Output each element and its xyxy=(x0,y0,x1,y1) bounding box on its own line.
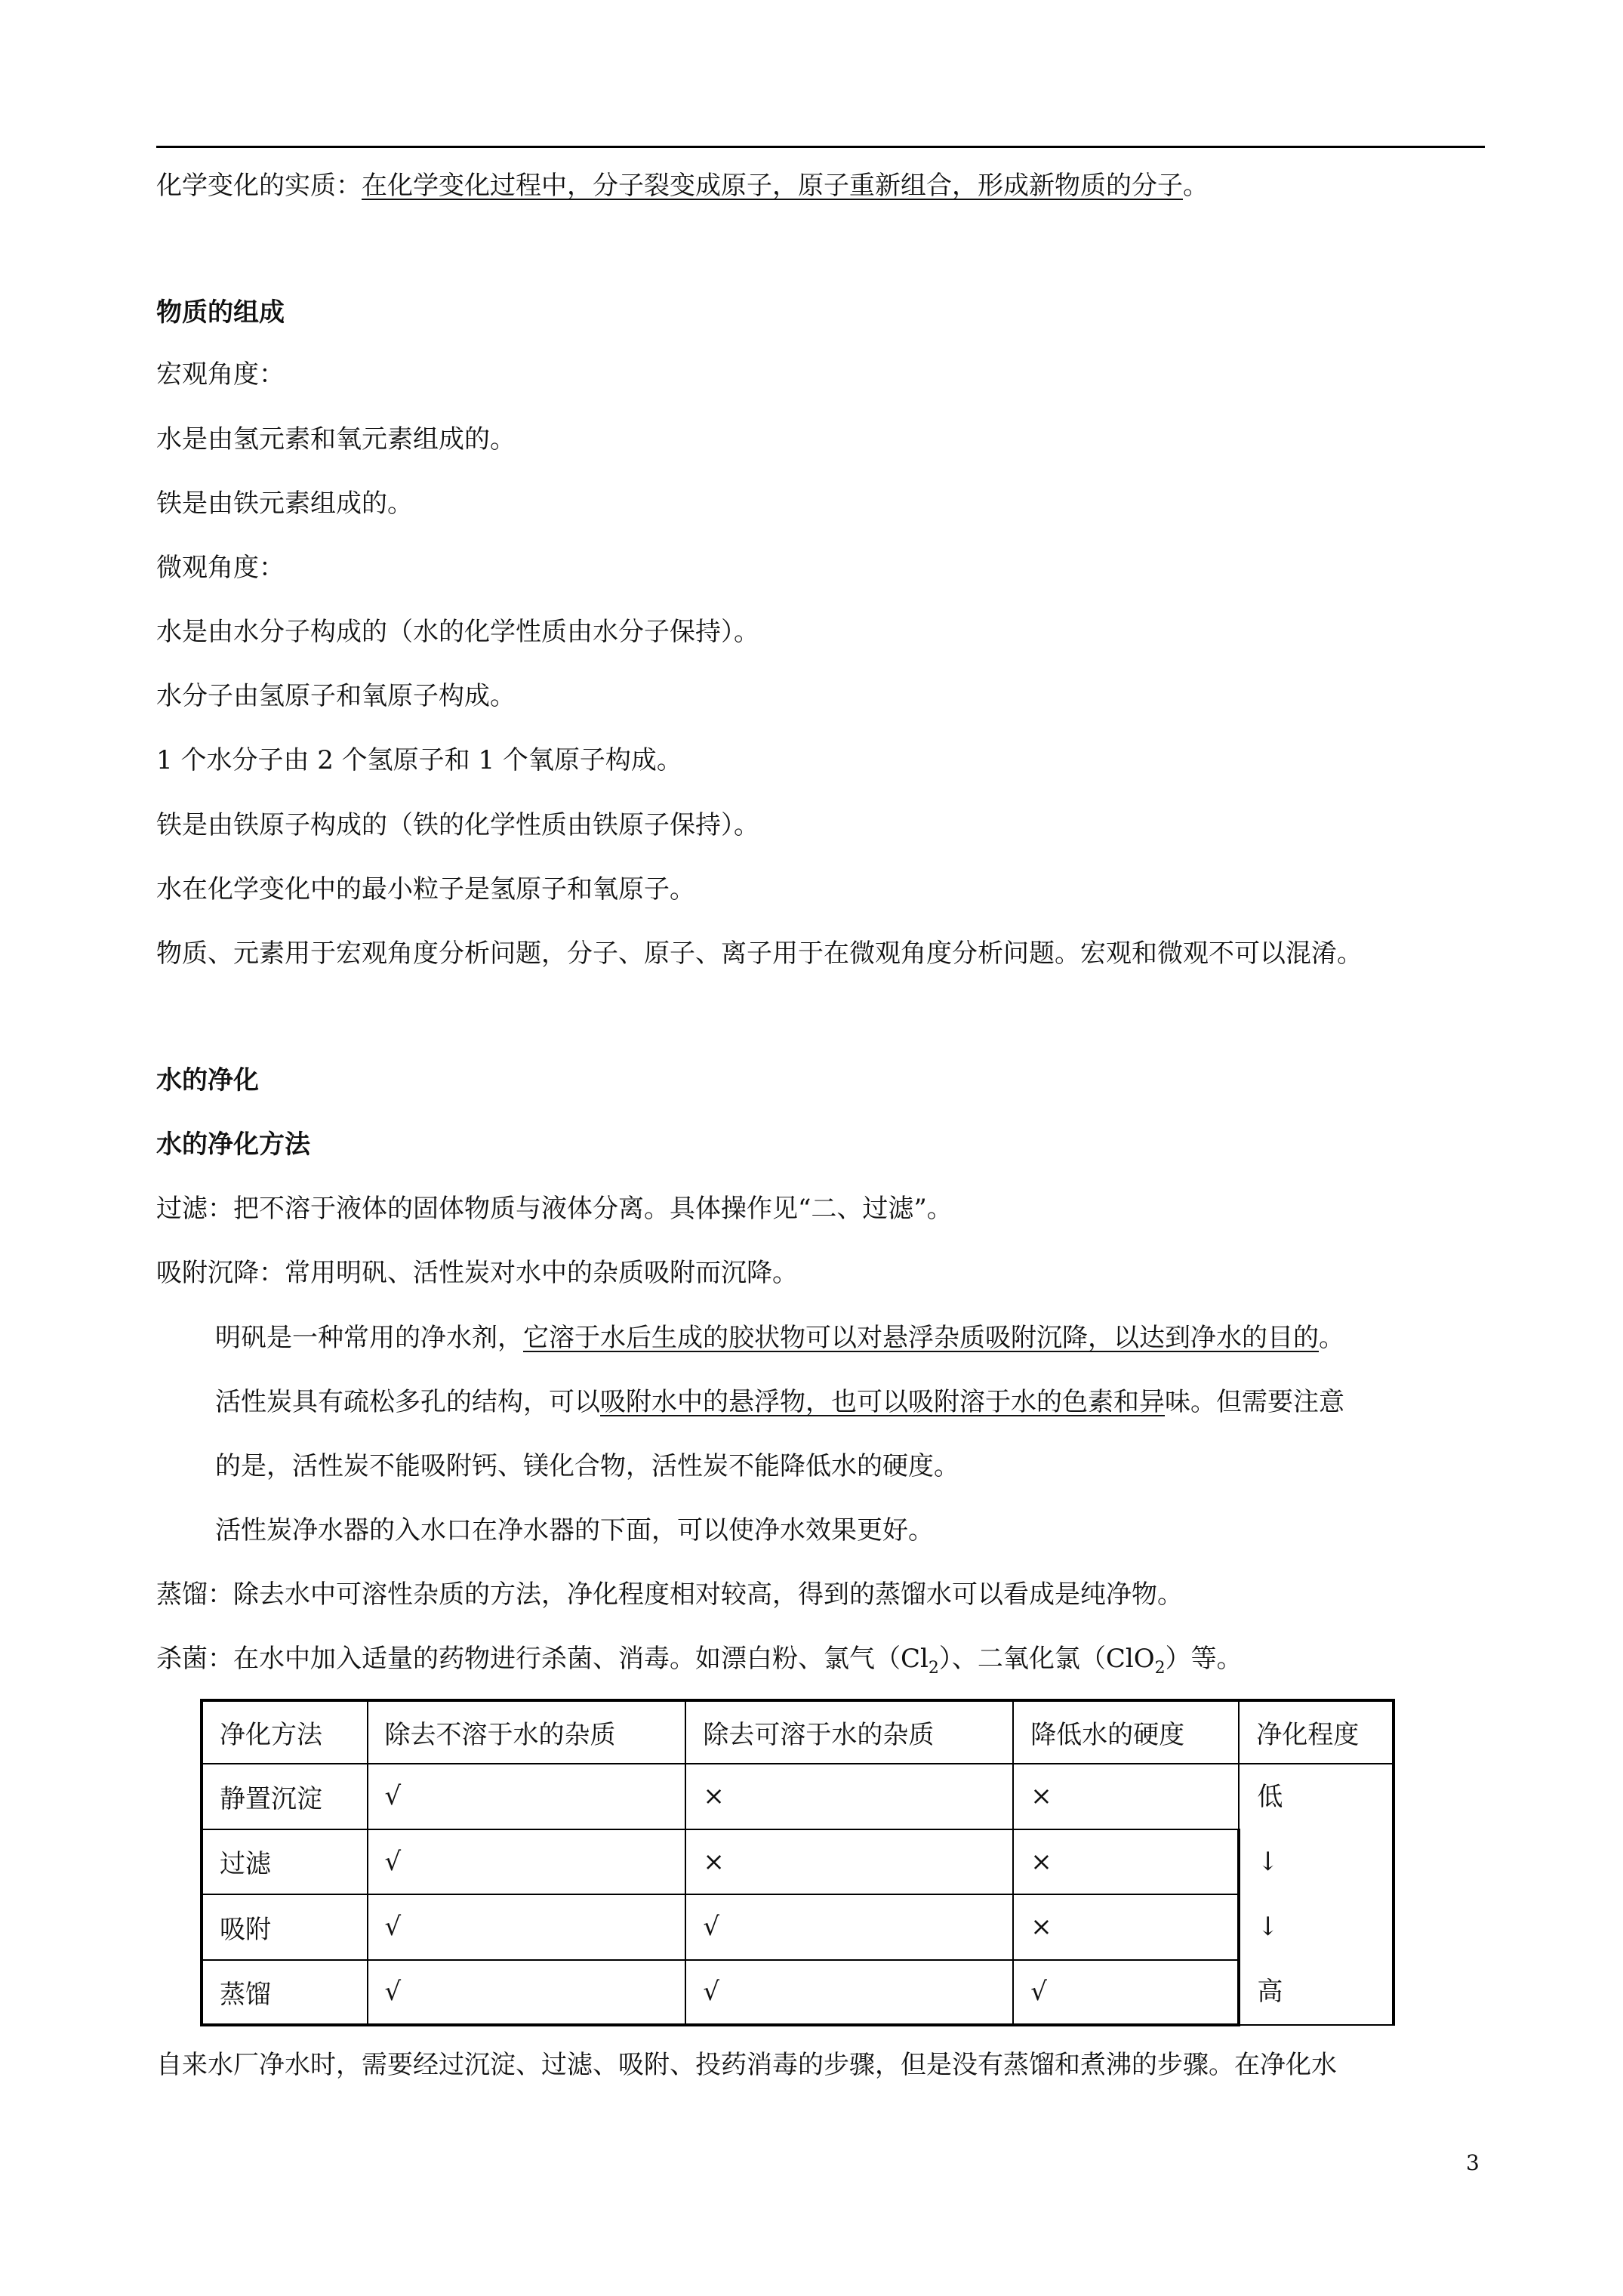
alum-prefix: 明矾是一种常用的净水剂， xyxy=(215,1323,523,1353)
table-header: 除去不溶于水的杂质 xyxy=(368,1700,686,1764)
chem-change-suffix: 。 xyxy=(1183,171,1209,201)
heading-purification-methods: 水的净化方法 xyxy=(156,1130,310,1160)
sterilize-mid: ）、二氧化氯（ClO xyxy=(938,1644,1155,1674)
water-molecules: 水是由水分子构成的（水的化学性质由水分子保持）。 xyxy=(156,617,759,647)
alum-suffix: 。 xyxy=(1319,1323,1344,1353)
heading-composition: 物质的组成 xyxy=(156,297,285,328)
water-elements: 水是由氢元素和氧元素组成的。 xyxy=(156,424,516,455)
header-rule xyxy=(156,146,1485,148)
soluble-cell: √ xyxy=(685,1960,1013,2026)
alum-underlined: 它溶于水后生成的胶状物可以对悬浮杂质吸附沉降，以达到净水的目的 xyxy=(523,1323,1319,1353)
sterilize-sub2: 2 xyxy=(1154,1659,1166,1678)
distillation-text: 蒸馏：除去水中可溶性杂质的方法，净化程度相对较高，得到的蒸馏水可以看成是纯净物。 xyxy=(156,1579,1183,1610)
table-header: 除去可溶于水的杂质 xyxy=(685,1700,1013,1764)
carbon-underlined: 吸附水中的悬浮物，也可以吸附溶于水的色素和异 xyxy=(600,1387,1165,1417)
molecule-atoms: 水分子由氢原子和氧原子构成。 xyxy=(156,681,516,711)
macro-view-label: 宏观角度： xyxy=(156,359,285,390)
carbon-suffix: 味。但需要注意 xyxy=(1165,1387,1344,1417)
insoluble-cell: √ xyxy=(368,1764,686,1829)
insoluble-cell: √ xyxy=(368,1894,686,1960)
adsorption-text: 吸附沉降：常用明矾、活性炭对水中的杂质吸附而沉降。 xyxy=(156,1258,798,1288)
degree-arrow-icon: ↓ xyxy=(1257,1912,1279,1942)
insoluble-cell: √ xyxy=(368,1829,686,1895)
page-number: 3 xyxy=(1466,2150,1480,2175)
smallest-particle: 水在化学变化中的最小粒子是氢原子和氧原子。 xyxy=(156,874,695,905)
method-cell: 蒸馏 xyxy=(202,1960,368,2026)
table-header: 净化程度 xyxy=(1239,1700,1394,1764)
iron-atoms: 铁是由铁原子构成的（铁的化学性质由铁原子保持）。 xyxy=(156,810,759,840)
method-cell: 静置沉淀 xyxy=(202,1764,368,1829)
table-header-row xyxy=(202,1700,1394,1764)
micro-view-label: 微观角度： xyxy=(156,553,285,583)
carbon-filter-text: 活性炭净水器的入水口在净水器的下面，可以使净水效果更好。 xyxy=(215,1515,934,1546)
sterilize-sub1: 2 xyxy=(928,1659,939,1678)
degree-arrow-icon: ↓ xyxy=(1257,1847,1279,1877)
chem-change-underlined: 在化学变化过程中，分子裂变成原子，原子重新组合，形成新物质的分子 xyxy=(362,171,1183,201)
heading-purification: 水的净化 xyxy=(156,1065,259,1096)
table-header: 降低水的硬度 xyxy=(1013,1700,1239,1764)
macro-micro-note: 物质、元素用于宏观角度分析问题，分子、原子、离子用于在微观角度分析问题。宏观和微观不可以混淆。 xyxy=(156,938,1363,969)
one-molecule: 1 个水分子由 2 个氢原子和 1 个氧原子构成。 xyxy=(156,745,682,775)
soluble-cell: √ xyxy=(685,1894,1013,1960)
method-cell: 吸附 xyxy=(202,1894,368,1960)
soluble-cell: × xyxy=(685,1829,1013,1895)
degree-low: 低 xyxy=(1257,1782,1283,1812)
degree-stack xyxy=(1257,1764,1392,2024)
iron-elements: 铁是由铁元素组成的。 xyxy=(156,488,413,519)
tap-water-text: 自来水厂净水时，需要经过沉淀、过滤、吸附、投药消毒的步骤，但是没有蒸馏和煮沸的步骤。在净化水 xyxy=(156,2050,1337,2080)
carbon-text-2: 的是，活性炭不能吸附钙、镁化合物，活性炭不能降低水的硬度。 xyxy=(215,1451,959,1481)
hardness-cell: √ xyxy=(1013,1960,1239,2026)
filtration-text: 过滤：把不溶于液体的固体物质与液体分离。具体操作见“二、过滤”。 xyxy=(156,1194,953,1224)
hardness-cell: × xyxy=(1013,1894,1239,1960)
purification-table xyxy=(200,1699,1395,2026)
hardness-cell: × xyxy=(1013,1829,1239,1895)
carbon-text-1 xyxy=(215,1385,1344,1419)
chem-change-essence xyxy=(156,169,1209,202)
table-row xyxy=(202,1829,1394,1895)
carbon-prefix: 活性炭具有疏松多孔的结构，可以 xyxy=(215,1387,600,1417)
table-row xyxy=(202,1764,1394,1829)
purification-degree-cell xyxy=(1239,1764,1394,2025)
sterilize-prefix: 杀菌：在水中加入适量的药物进行杀菌、消毒。如漂白粉、氯气（Cl xyxy=(156,1644,929,1674)
degree-high: 高 xyxy=(1257,1977,1283,2007)
table-row xyxy=(202,1894,1394,1960)
chem-change-label: 化学变化的实质： xyxy=(156,171,362,201)
method-cell: 过滤 xyxy=(202,1829,368,1895)
table-header: 净化方法 xyxy=(202,1700,368,1764)
insoluble-cell: √ xyxy=(368,1960,686,2026)
soluble-cell: × xyxy=(685,1764,1013,1829)
sterilization-text xyxy=(156,1642,1243,1678)
hardness-cell: × xyxy=(1013,1764,1239,1829)
sterilize-suffix: ）等。 xyxy=(1165,1644,1243,1674)
table-row xyxy=(202,1960,1394,2026)
alum-text xyxy=(215,1321,1344,1354)
